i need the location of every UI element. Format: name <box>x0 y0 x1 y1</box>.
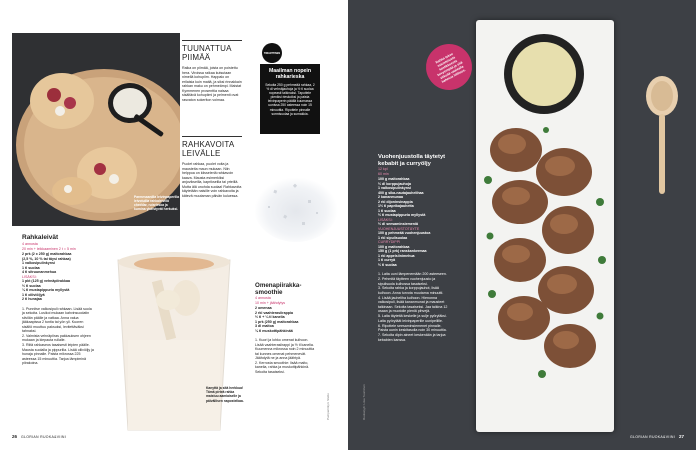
step: 1. Punnitse valkosipuli rahkaan. Lisää suola ja sekoita. Lusikoi mukaan kahvinsuodatin siivilän päälle ja vatkaa. Anna valua jääkaapissa 2 tuntia tai yön yli. Kuoren sisältö muuttuu paksuksi, levitettäväksi tahnaksi. <box>22 306 92 333</box>
divider <box>182 40 242 41</box>
ingredient: 2 rkl dijoninsinappia <box>378 199 413 204</box>
ingredient: 1 rkl appelsiinimehua <box>378 253 415 258</box>
tuunattua-section <box>182 40 242 102</box>
ingredient: 2 prk (2 x 250 g) maitorahkaa <box>22 252 72 256</box>
ingredient: 1 valkosipulinkynsi <box>378 186 411 191</box>
smoothie-servings: 4 annosta <box>255 296 271 300</box>
smoothie-recipe <box>255 282 315 375</box>
ingredient: 2 tl hunajaa <box>22 297 42 301</box>
ingredient: 1½ tl paprikajauhetta <box>378 204 414 209</box>
right-footer <box>630 434 684 439</box>
photo-credit: Pumpemtkyn: Stelto <box>326 393 330 420</box>
promo-body: Sekoita 250 g pehmeää rahkaa, 2 ½ dl vehnäjauhoja ja ½ tl suolaa nopeasti taikinaksi. Taputtele pieniksi rieskoiksi ja paista leivinpaperin päällä kuumassa uunissa 250 asteessa noin 15 minuuttia. Ripottele pinnalle sormisuolaa ja sumakkia. <box>265 83 315 116</box>
ingredient: 4 tl sitruunanmehua <box>22 270 57 274</box>
ingredient: 3 dl maitoa <box>255 324 274 328</box>
ingredient: 1 pkt (125 g) vehnäpiirakkaa <box>22 279 70 283</box>
smoothie-ingredients <box>255 306 315 333</box>
ingredient: 1 tl suolaa <box>22 265 40 270</box>
rahkaleivat-time: 20 min + leikkaaminen 2 t = 5 min <box>22 246 76 251</box>
magazine-name: GLORIAN RUOKA&VIINI <box>629 434 675 439</box>
step: 3. Sekoita rahka ja korppujauhot, lisää kulhoon. Anna turvota muutama minuutti. <box>378 286 444 295</box>
step: 4. Lisää jauheliha kulhoon. Hienonna valkosipuli, lisää kananmunat ja mausteet taikinaan. Sekoita tasaiseksi. Jaa taikina 12 osaan ja muotoile pieniä pihvejä. <box>378 295 448 314</box>
curry-dip <box>512 42 576 106</box>
rahkaleivat-steps <box>22 307 94 366</box>
step: 2. Pehmitä täytteen vuohenjuusto ja sipulisuola kulhossa tasaiseksi. <box>378 277 436 286</box>
smoothie-time: 10 min + jäähdytys <box>255 300 286 305</box>
ingredient: 2 kananmunaa <box>378 195 403 200</box>
ingredient: 1 valkosipulinkynsi <box>22 261 55 265</box>
ingredient: ½ tl mustapippuria myllystä <box>378 213 426 218</box>
badge <box>262 43 282 63</box>
ingredient: ½ dl korppujauhoja <box>378 181 411 186</box>
magazine-name: GLORIAN RUOKA&VIINI <box>21 434 67 439</box>
salt-pile-image <box>244 160 342 250</box>
right-page <box>348 0 696 450</box>
step: 1. Laita uuni lämpenemään 200 asteeseen. <box>378 272 447 277</box>
ingredient: (2,5 %, 10 % tai täysi rahkaa) <box>22 256 71 261</box>
badge-label: TIMANTTINEN <box>263 51 281 55</box>
ingredient: ½ tl + ¼ tl kanelia <box>255 315 285 319</box>
ingredient: 1 tl oliiviöljyä <box>22 292 45 297</box>
left-footer <box>12 434 66 439</box>
ingredient: 150 g (1 prk) ranskankermaa <box>378 249 427 254</box>
wooden-spoon <box>642 74 682 194</box>
step: 7. Sekoita dipin aineet keskenään ja tarjoa kebabien kanssa. <box>378 333 446 342</box>
ingredient: 100 g pehmeää vuohenjuustoa <box>378 231 431 236</box>
page-number: 27 <box>678 434 684 439</box>
dip-bowl <box>504 34 584 114</box>
smoothie-photo <box>104 240 244 440</box>
step: 6. Ripottele seesaminsiemenet pinnalle. Paista uunin keskitasolla noin 30 minuuttia. <box>378 323 447 333</box>
kebab-illustration <box>476 120 614 420</box>
ingredient: ¼ tl muskottipähkinää <box>255 328 293 333</box>
ingredient-heading: CURRYDIPPI <box>378 240 401 245</box>
tuunattua-title: TUUNATTUA PIIMÄÄ <box>182 44 232 62</box>
rahkaleivat-recipe <box>22 234 94 366</box>
rahkavoita-title: RAHKAVOITA LEIVÄLLE <box>182 140 234 158</box>
ingredient: 2 rkl vaahterasiirappia <box>255 310 293 315</box>
recipe-ingredients <box>378 177 450 267</box>
ingredient-heading: LISÄKSI: <box>378 217 393 222</box>
photo-caption: Parmesaanilla leivinpaperilla leivotuilla rahkaleivillä cheddar, ruisrieska ja kumina yhdistyvät herkuksi. <box>134 195 180 212</box>
recipe-title: Vuohenjuustolla täytetyt kebabit ja curryöljy <box>378 154 446 167</box>
ingredient: 100 g maitorahkaa <box>378 244 410 249</box>
ingredient: ½ tl suolaa <box>22 283 41 288</box>
ingredient: 400 g sika-nautajauhelihaa <box>378 190 424 195</box>
ingredient: 1 tl curryä <box>378 258 396 263</box>
promo-box <box>260 64 320 134</box>
ingredient: ½ dl seesaminsiemeniä <box>378 222 418 227</box>
ingredient: 1 prk (250 g) maitorahkaa <box>255 319 299 324</box>
step: 5. Laita täytettä keskelle ja sulje pyöryläksi. Laita pyöryläät leivinpaperille uunipellille. <box>378 314 447 323</box>
divider <box>182 136 242 137</box>
recipe-servings: 12 kpl <box>378 167 388 172</box>
step: 2. Kerrosta smoothie: lisää maito, kanelia, rahka ja muskottipähkinä. Sekoita tasaiseksi. <box>255 360 310 374</box>
kebab-recipe <box>378 154 450 342</box>
rahkavoita-body: Puolet rahkaa, puolet voita ja mausteita maun mukaan. Niin helppoa on kiisseleriä rahkavoin kaava. Mausta esimerkiksi anjovikseilla, kaprikseilla tai yrteillä. Mutta älä unohda suolaa! Rahkavoita käytetään naisille voin rahkavoita ja kätevä muutaman päivän kuluessa. <box>182 162 242 198</box>
recipe-steps <box>378 272 450 342</box>
ingredient: 100 g maitorahkaa <box>378 177 410 182</box>
rahkavoita-section <box>182 136 242 198</box>
ingredient: 2 omenaa <box>255 306 272 310</box>
rahkaleivat-title: Rahkaleivät <box>22 234 59 241</box>
step: 3. Riitä rahkaseos tasaisesti leipien päälle. Mausta suolalla ja pippurilla. Lisää oliiviöljy ja hunaja pinnalle. Paista mikrossa 225 asteessa 15 minuuttia. Tarjoa lämpiminä piirakoina. <box>22 343 94 366</box>
promo-sticker <box>418 36 480 98</box>
promo-title: Maailman nopein rahkarieska <box>268 68 312 80</box>
page-number: 26 <box>12 434 18 439</box>
flatbread-photo <box>12 33 180 226</box>
rahkaleivat-ingredients <box>22 252 94 302</box>
sticker-text: Rahka tekee maustetusta kastikkeesta kevyempää ja sitä sitkeää vaalealla hahmoa hillitsee. <box>434 51 467 84</box>
styling-credit: Ruokatyyli: Liisa Tuominen <box>362 384 366 420</box>
step: 2. Valmista vehnäpiiras pakkauksen ohjeen mukaan ja kiepauta rullalle. <box>22 333 91 343</box>
step: 1. Kuori ja lohko omenat kulhoon. Lisää vaahterasiirappi ja ½ tl kanelia. Kuumenna mikrossa noin 2 minuuttia tai kunnes omenat pehmenevät. Jäähdytä ne ja anna jäähtyä. <box>255 338 315 360</box>
glass-caption: Kanyttä ja sitä herkkua! Tämä pirteä rahka maistuu aamiaiselle ja päivällisen napostelkaa. <box>206 386 244 403</box>
ingredient: 1 tl suolaa <box>378 208 396 213</box>
tuunattua-body: Raika on piimää, joista on poistettu hera. Viroissa raikaa kutsutaan nimellä kohupiim. Happalo on erilaisia kuin maitä, ja siksi rinnakkain rahkan maku on pehmeämpi. Maistat Kymmenen prosenttia naisaa sisältävä kohupiimi ja pelmenti ovat rasvaton sokeriton voimaa. <box>182 66 242 102</box>
smoothie-steps <box>255 338 315 374</box>
rahkaleivat-servings: 4 annosta <box>22 242 38 246</box>
recipe-time: 60 min <box>378 171 389 176</box>
ingredient: ¼ tl mustapippuria myllystä <box>22 288 70 292</box>
ingredient: ½ tl suolaa <box>378 262 397 267</box>
smoothie-title: Omenapiirakka-smoothie <box>255 282 302 296</box>
ingredient-heading: VUOHENJUUSTOTÄYTE <box>378 226 420 231</box>
ingredient: 1 rkl sipulisuolaa <box>378 235 408 240</box>
ingredient-heading: LISÄKSI: <box>22 274 37 279</box>
